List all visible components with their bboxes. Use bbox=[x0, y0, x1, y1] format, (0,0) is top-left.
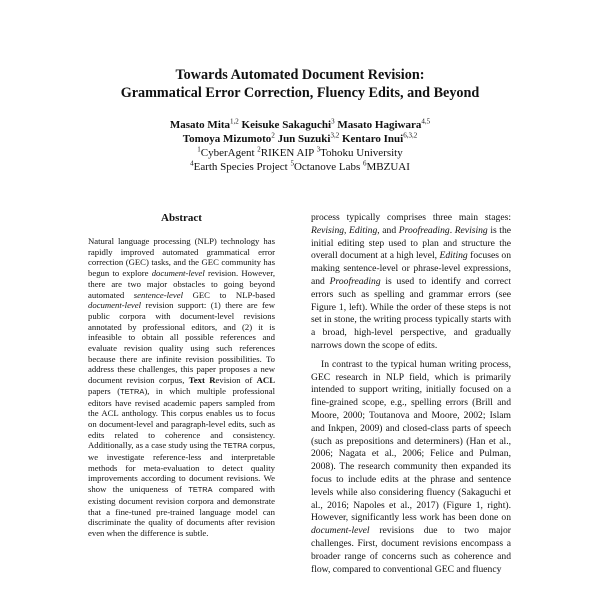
affiliation: Octanove Labs bbox=[293, 161, 361, 173]
abstract-section bbox=[88, 212, 275, 539]
affiliation: MBZUAI bbox=[366, 161, 410, 173]
author-affiliation: 3 bbox=[331, 117, 335, 126]
affiliation: Earth Species Project bbox=[193, 161, 288, 173]
abstract-heading: Abstract bbox=[161, 212, 202, 224]
author-affiliation: 6,3,2 bbox=[403, 131, 418, 140]
paper-title bbox=[0, 66, 600, 102]
author-name: Kentaro Inui bbox=[341, 133, 404, 145]
author-name: Masato Mita bbox=[169, 119, 231, 131]
affiliation: CyberAgent bbox=[200, 147, 255, 159]
affiliation: RIKEN AIP bbox=[260, 147, 314, 159]
author-name: Masato Hagiwara bbox=[337, 119, 422, 131]
author-name: Keisuke Sakaguchi bbox=[241, 119, 332, 131]
author-line-2 bbox=[0, 132, 600, 146]
author-line-1 bbox=[0, 118, 600, 132]
intro-paragraph-2: In contrast to the typical human writing process, GEC research in NLP field, which is primarily intended to support writing, initially focused on a fine-grained scope, e.g., spelling errors (Brill and Moore, 2000; Toutanova and Moore, 2002; Islam and Inkpen, 2009) and closed-class parts of speech (such as prepositions and determiners) (Han et al., 2006; Nagata et al., 2006; Felice and Pulman, 2008). The research community then expanded its focus to include edits at the phrase and sentence levels while also considering fluency (Sakaguchi et al., 2016; Napoles et al., 2017) (Figure 1, right). However, significantly less work has been done on document-level revisions due to two major challenges. First, document revisions encompass a broader range of concerns such as coherence and flow, compared to conventional GEC and fluency bbox=[311, 358, 511, 575]
author-affiliation: 1,2 bbox=[230, 117, 239, 126]
author-name: Jun Suzuki bbox=[277, 133, 331, 145]
author-name: Tomoya Mizumoto bbox=[182, 133, 272, 145]
author-affiliation: 3,2 bbox=[330, 131, 340, 140]
affiliation-line-2: $^4$Earth Species Project $^5$Octanove Labs $^6$MBZUAI bbox=[190, 159, 410, 173]
title-line-2: Grammatical Error Correction, Fluency Edits, and Beyond bbox=[120, 85, 480, 101]
affiliation-line-1: $^1$CyberAgent $^2$RIKEN AIP $^3$Tohoku University bbox=[197, 145, 403, 159]
affiliation: Tohoku University bbox=[320, 147, 403, 159]
introduction-section bbox=[311, 212, 511, 576]
intro-paragraph-1: process typically comprises three main stages: Revising, Editing, and Proofreading. Revising is the initial editing step used to plan and structure the overall document at a high level, Editing focuses on making sentence-level or phrase-level expressions, and Proofreading is used to identify and correct errors such as spelling and grammar errors (see Figure 1, left). While the order of these steps is not set in stone, the writing process typically starts with a broad, high-level perspective, and gradually narrows down the scope of edits. bbox=[311, 212, 512, 351]
title-line-1: Towards Automated Document Revision: bbox=[175, 67, 425, 83]
abstract-text: Natural language processing (NLP) technology has rapidly improved automated grammatical error correction (GEC) tasks, and the GEC community has begun to explore document-level revision. However, there are two major obstacles to going beyond automated sentence-level GEC to NLP-based document-level revision support: (1) there are few public corpora with document-level revisions annotated by professional editors, and (2) it is infeasible to obtain all possible references and evaluate revision quality using such references because there are infinite revision possibilities. To address these challenges, this paper proposes a new document revision corpus, Text Revision of ACL papers (TETRA), in which multiple professional editors have revised academic papers sampled from the ACL anthology. This corpus enables us to focus on document-level and paragraph-level edits, such as edits related to coherence and consistency. Additionally, as a case study using the TETRA corpus, we investigate reference-less and interpretable methods for meta-evaluation to detect quality improvements according to document revisions. We show the uniqueness of TETRA compared with existing document revision corpora and demonstrate that a fine-tuned pre-trained language model can discriminate the quality of documents after revision even when the difference is subtle. bbox=[88, 236, 276, 538]
author-affiliation: 2 bbox=[271, 131, 275, 140]
author-affiliation: 4,5 bbox=[421, 117, 431, 126]
author-block bbox=[0, 118, 600, 174]
